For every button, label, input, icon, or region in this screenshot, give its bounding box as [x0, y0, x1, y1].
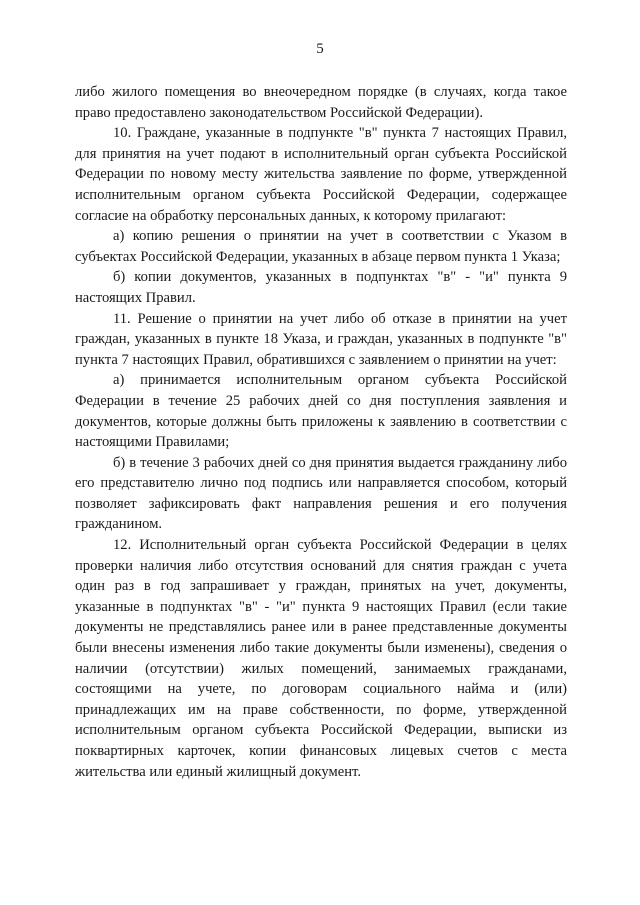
- paragraph: либо жилого помещения во внеочередном порядке (в случаях, когда такое право предоставлено законодательством Российской Федерации).: [75, 84, 567, 121]
- paragraph: а) копию решения о принятии на учет в соответствии с Указом в субъектах Российской Федерации, указанных в абзаце первом пункта 1 Указа;: [75, 228, 567, 265]
- paragraph: 12. Исполнительный орган субъекта Российской Федерации в целях проверки наличия либо отсутствия оснований для снятия граждан с учета один раз в год запрашивает у граждан, принятых на учет, документы, указанные в подпунктах "в" - "и" пункта 9 настоящих Правил (если такие документы не представлялись ранее или в ранее представленные документы были внесены изменения либо такие документы были изменены), сведения о наличии (отсутствии) жилых помещений, занимаемых гражданами, состоящими на учете, по договорам социального найма и (или) принадлежащих им на праве собственности, по форме, утвержденной исполнительным органом субъекта Российской Федерации, выписки из поквартирных карточек, копии финансовых лицевых счетов с места жительства или единый жилищный документ.: [75, 537, 567, 780]
- paragraph: 11. Решение о принятии на учет либо об отказе в принятии на учет граждан, указанных в пункте 18 Указа, и граждан, указанных в подпункте "в" пункта 7 настоящих Правил, обратившихся с заявлением о принятии на учет:: [75, 310, 567, 368]
- paragraph: а) принимается исполнительным органом субъекта Российской Федерации в течение 25 рабочих дней со дня поступления заявления и документов, которые должны быть приложены к заявлению в соответствии с настоящими Правилами;: [75, 372, 567, 451]
- paragraph: б) в течение 3 рабочих дней со дня принятия выдается гражданину либо его представителю лично под подпись или направляется способом, который позволяет зафиксировать факт направления решения и его получения гражданином.: [75, 454, 567, 533]
- page-number: 5: [316, 41, 324, 57]
- paragraph: б) копии документов, указанных в подпунктах "в" - "и" пункта 9 настоящих Правил.: [75, 269, 567, 306]
- document-body: [75, 82, 567, 782]
- paragraph: 10. Граждане, указанные в подпункте "в" пункта 7 настоящих Правил, для принятия на учет подают в исполнительный орган субъекта Российской Федерации по новому месту жительства заявление по форме, утвержденной исполнительным органом субъекта Российской Федерации, содержащее согласие на обработку персональных данных, к которому прилагают:: [75, 125, 567, 224]
